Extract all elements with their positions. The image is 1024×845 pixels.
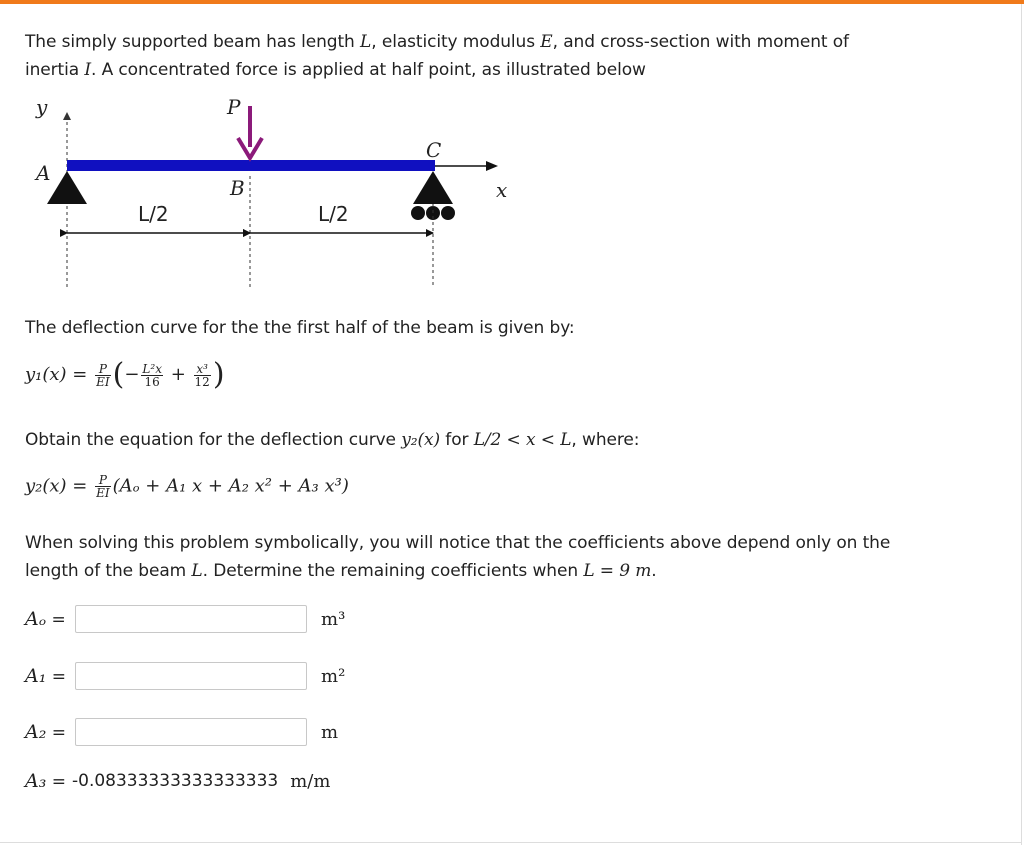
a0-label: Aₒ = <box>25 608 66 630</box>
a0-input[interactable] <box>75 605 307 633</box>
roller-wheel-3 <box>441 206 455 220</box>
span-right-label: L/2 <box>318 202 349 226</box>
point-a-label: A <box>36 161 51 185</box>
span-left-label: L/2 <box>138 202 169 226</box>
a0-unit: m³ <box>321 608 346 630</box>
beam <box>67 160 435 171</box>
eq2-body: (Aₒ + A₁ x + A₂ x² + A₃ x³) <box>112 475 349 497</box>
a1-unit: m² <box>321 665 346 687</box>
solving-line-1: When solving this problem symbolically, you will notice that the coefficients above depend only on the <box>25 533 891 553</box>
eq2-fraction-p-ei: $\frac{P}{EI}$ <box>96 473 110 500</box>
eq1-minus: − <box>124 364 140 385</box>
answer-row-a3 <box>25 765 330 797</box>
a3-unit: m/m <box>290 770 331 792</box>
point-b-label: B <box>230 176 245 200</box>
y-axis-label: y <box>36 95 48 119</box>
x-axis-label: x <box>496 178 508 202</box>
answer-row-a2 <box>25 716 338 748</box>
eq1-open-paren: ( <box>112 357 125 392</box>
a1-input[interactable] <box>75 662 307 690</box>
point-c-label: C <box>426 138 442 162</box>
obtain-instruction: Obtain the equation for the deflection curve y₂(x) for L/2 < x < L, where: <box>25 430 640 450</box>
eq1-plus: + <box>170 364 186 385</box>
equation-y1 <box>25 357 225 392</box>
pin-support-a <box>47 171 87 204</box>
solving-line-2: length of the beam L. Determine the remaining coefficients when L = 9 m. <box>25 561 657 581</box>
top-accent-bar <box>0 0 1024 4</box>
equation-y2 <box>25 474 349 499</box>
a1-label: A₁ = <box>25 665 66 687</box>
intro-line-1: The simply supported beam has length L, elasticity modulus E, and cross-section with moment of <box>25 32 849 52</box>
eq1-fraction-p-ei: $\frac{P}{EI}$ <box>96 361 110 389</box>
frame-border-bottom <box>0 842 1022 843</box>
a3-value: -0.08333333333333333 <box>72 771 279 791</box>
eq1-term2: $\frac{\text{x³}}{12}$ <box>194 361 210 389</box>
answer-row-a0 <box>25 603 345 635</box>
eq1-term1: $\frac{\text{L²x}}{16}$ <box>142 361 162 389</box>
a2-input[interactable] <box>75 718 307 746</box>
deflection-intro: The deflection curve for the the first half of the beam is given by: <box>25 318 575 338</box>
a3-label: A₃ = <box>25 770 66 792</box>
x-axis-arrow <box>486 161 498 171</box>
answer-row-a1 <box>25 660 345 692</box>
y-axis-arrow <box>63 112 71 120</box>
eq1-close-paren: ) <box>212 357 225 392</box>
roller-support-c <box>413 171 453 204</box>
eq1-lhs: y₁(x) = <box>25 364 94 385</box>
frame-border-right <box>1021 4 1022 845</box>
beam-diagram <box>20 92 540 292</box>
a2-unit: m <box>321 721 339 743</box>
force-label: P <box>227 95 241 119</box>
a2-label: A₂ = <box>25 721 66 743</box>
intro-line-2: inertia I. A concentrated force is applied at half point, as illustrated below <box>25 60 646 80</box>
roller-wheel-1 <box>411 206 425 220</box>
eq2-lhs: y₂(x) = <box>25 475 94 497</box>
